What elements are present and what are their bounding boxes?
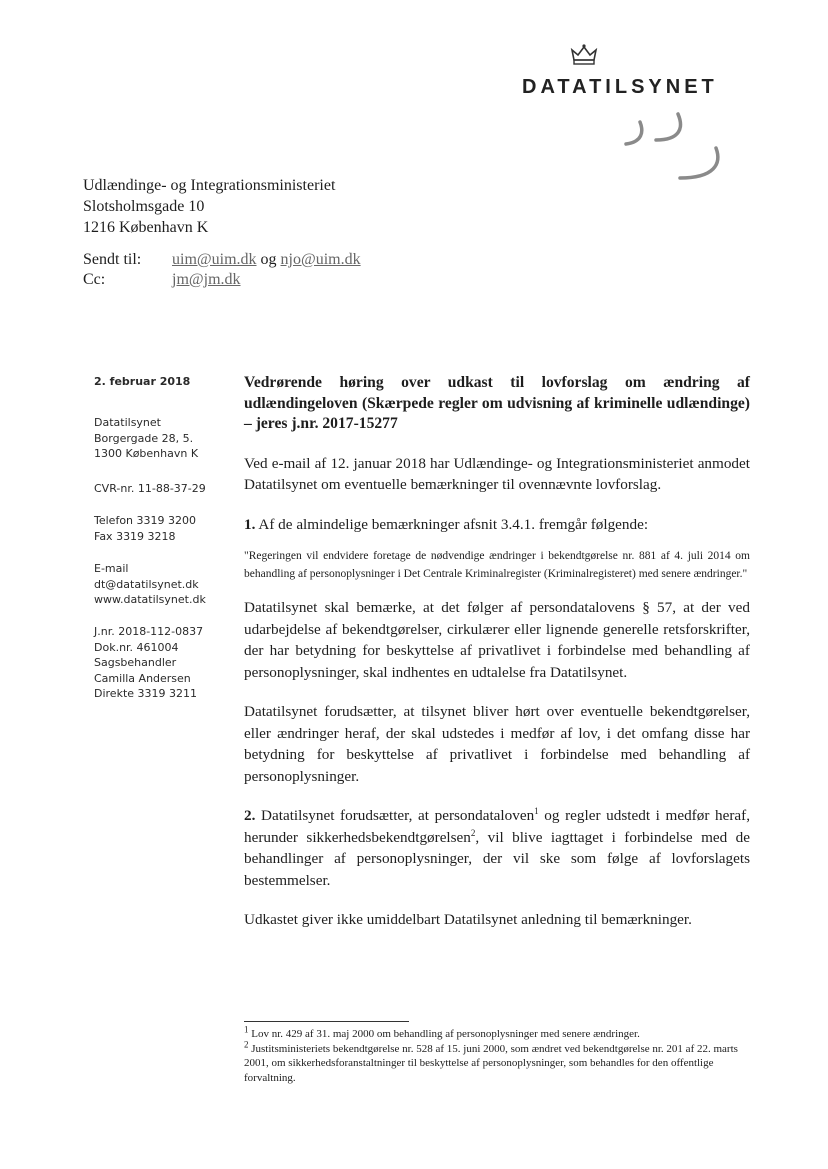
footnote-divider (244, 1021, 409, 1022)
section-1-text: Af de almindelige bemærkninger afsnit 3.4.1. fremgår følgende: (258, 515, 649, 533)
cc-email[interactable]: jm@jm.dk (172, 271, 241, 288)
sidebar-doknr: Dok.nr. 461004 (94, 640, 179, 654)
footnote-1 (244, 1024, 750, 1042)
sidebar-phone: Telefon 3319 3200 (94, 514, 196, 527)
recipient-name: Udlændinge- og Integrationsministeriet (83, 177, 336, 194)
footnote-ref-2[interactable]: 2 (470, 827, 476, 838)
sent-to-label: Sendt til: (83, 251, 142, 268)
cc-row (83, 270, 241, 290)
sidebar-org: Datatilsynet (94, 416, 161, 429)
quote-paragraph: "Regeringen vil endvidere foretage de nødvendige ændringer i bekendtgørelse nr. 881 af 4. juli 2014 om behandling af personoplysninger i Det Centrale Kriminalregister (Kriminalregisteret) med senere ændringer." (244, 550, 750, 580)
sidebar-email-label: E-mail (94, 562, 129, 575)
section-1-number: 1. (244, 515, 256, 533)
section-1-paragraph (244, 514, 750, 536)
sidebar-handler: Camilla Andersen (94, 671, 191, 685)
paragraph-3: Datatilsynet forudsætter, at tilsynet bliver hørt over eventuelle bekendtgørelser, eller ændringer heraf, der skal udstedes i medfør af lov, i det omfang disse har betydning for beskyttelse af privatlivet i forbindelse med behandling af personoplysninger. (244, 703, 750, 785)
sidebar-phone-block (94, 513, 196, 544)
footnotes (244, 1024, 750, 1085)
sidebar-contact-block (94, 561, 206, 608)
sidebar-web[interactable]: www.datatilsynet.dk (94, 593, 206, 606)
recipient-street: Slotsholmsgade 10 (83, 198, 205, 215)
section-2-text-a: Datatilsynet forudsætter, at persondataloven (261, 807, 535, 824)
section-2-paragraph (244, 805, 750, 891)
sidebar-fax: Fax 3319 3218 (94, 529, 176, 543)
paragraph-2: Datatilsynet skal bemærke, at det følger af persondatalovens § 57, at der ved udarbejdelse af bekendtgørelser, cirkulærer eller lignende generelle retsforskrifter, der har betydning for beskyttelse af privatlivet i forbindelse med behandling af personoplysninger, skal indhentes en udtalelse fra Datatilsynet. (244, 599, 750, 681)
sent-to-row (83, 250, 361, 270)
crown-icon (570, 44, 598, 66)
recipient-address (83, 175, 335, 238)
footnote-ref-1[interactable]: 1 (534, 805, 539, 816)
sidebar-date: 2. februar 2018 (94, 375, 191, 388)
sent-to-joiner: og (260, 251, 277, 268)
section-2-text-b: og regler udstedt i medfør heraf, herunder sikkerhedsbekendtgørelsen (244, 807, 750, 846)
sent-to-email-1[interactable]: uim@uim.dk (172, 251, 257, 268)
sidebar-email[interactable]: dt@datatilsynet.dk (94, 577, 199, 591)
sidebar-jnr: J.nr. 2018-112-0837 (94, 625, 204, 638)
footnote-1-text: Lov nr. 429 af 31. maj 2000 om behandling af personoplysninger med senere ændringer. (251, 1028, 640, 1040)
footnote-2 (244, 1038, 750, 1086)
letter-body (244, 373, 750, 931)
section-2-text-c: , vil blive iagttaget i forbindelse med de behandlinger af personoplysninger, der vil ske som følge af lovforslagets bestemmelser. (244, 828, 750, 889)
letter-heading: Vedrørende høring over udkast til lovforslag om ændring af udlændingeloven (Skærpede regler om udvisning af kriminelle udlændinge) – jeres j.nr. 2017-15277 (244, 374, 750, 432)
footnote-1-number: 1 (244, 1024, 249, 1035)
sent-to-email-2[interactable]: njo@uim.dk (280, 251, 361, 268)
section-2-number: 2. (244, 807, 256, 824)
sidebar-direct: Direkte 3319 3211 (94, 687, 198, 700)
intro-paragraph: Ved e-mail af 12. januar 2018 har Udlændinge- og Integrationsministeriet anmodet Datatilsynet om eventuelle bemærkninger til ovennævnte lovforslag. (244, 454, 750, 493)
sidebar-case-block (94, 624, 203, 702)
cc-label: Cc: (83, 271, 106, 288)
recipient-city: 1216 København K (83, 219, 209, 236)
sidebar-address (94, 415, 198, 462)
closing-paragraph: Udkastet giver ikke umiddelbart Datatilsynet anledning til bemærkninger. (244, 911, 692, 928)
footnote-2-number: 2 (244, 1038, 249, 1049)
sidebar-cvr: CVR-nr. 11-88-37-29 (94, 482, 206, 495)
sidebar-handler-label: Sagsbehandler (94, 656, 177, 669)
sidebar-street: Borgergade 28, 5. (94, 431, 194, 445)
footnote-2-text: Justitsministeriets bekendtgørelse nr. 528 af 15. juni 2000, som ændret ved bekendtgørelse nr. 201 af 22. marts 2001, om sikkerhedsforanstaltninger til beskyttelse af personoplysninger, som behandles for den offentlige forvaltning. (244, 1042, 738, 1084)
handwritten-initials (612, 108, 732, 188)
logo-wordmark: DATATILSYNET (522, 76, 718, 98)
sidebar-city: 1300 København K (94, 447, 199, 460)
